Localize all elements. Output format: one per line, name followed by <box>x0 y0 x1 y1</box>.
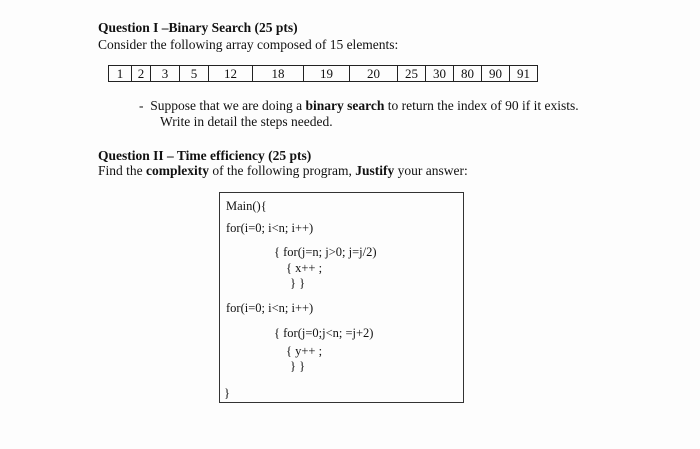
code-line: Main(){ <box>226 199 267 213</box>
array-cell: 19 <box>304 66 350 82</box>
array-cell: 90 <box>482 66 510 82</box>
array-cell: 5 <box>180 66 209 82</box>
intro-bold-complexity: complexity <box>146 163 210 178</box>
question1-intro: Consider the following array composed of 15 elements: <box>98 37 399 52</box>
bullet-dash: - <box>139 98 144 113</box>
bullet-text-post: to return the index of 90 if it exists. <box>384 98 579 113</box>
intro-bold-justify: Justify <box>355 163 395 178</box>
array-cell: 1 <box>109 66 132 82</box>
intro-post: your answer: <box>394 163 468 178</box>
code-line: { for(j=0;j<n; =j+2) <box>274 326 374 340</box>
code-line: for(i=0; i<n; i++) <box>226 301 314 315</box>
array-cell: 18 <box>253 66 304 82</box>
question2-intro <box>98 163 468 179</box>
bullet-text-pre: Suppose that we are doing a <box>150 98 306 113</box>
array-cell: 12 <box>209 66 253 82</box>
question2-title: Question II – Time efficiency (25 pts) <box>98 148 312 163</box>
array-cell: 20 <box>350 66 398 82</box>
bullet-text-bold: binary search <box>305 98 385 113</box>
array-row <box>109 66 538 82</box>
array-cell: 91 <box>510 66 538 82</box>
question1-bullet <box>139 98 579 114</box>
array-cell: 3 <box>151 66 180 82</box>
array-cell: 30 <box>426 66 454 82</box>
code-line: { for(j=n; j>0; j=j/2) <box>274 245 377 259</box>
code-line: { x++ ; <box>286 261 323 275</box>
array-table <box>108 65 538 82</box>
code-line: { y++ ; <box>286 344 323 358</box>
array-cell: 80 <box>454 66 482 82</box>
code-line: } } <box>290 359 306 373</box>
code-line: for(i=0; i<n; i++) <box>226 221 314 235</box>
intro-pre: Find the <box>98 163 147 178</box>
array-cell: 2 <box>132 66 151 82</box>
code-line: } } <box>290 276 306 290</box>
question1-title: Question I –Binary Search (25 pts) <box>98 20 298 35</box>
question1-bullet-line2: Write in detail the steps needed. <box>160 114 333 129</box>
code-box <box>219 192 464 403</box>
code-line: } <box>224 386 230 400</box>
array-cell: 25 <box>398 66 426 82</box>
intro-mid: of the following program, <box>209 163 356 178</box>
